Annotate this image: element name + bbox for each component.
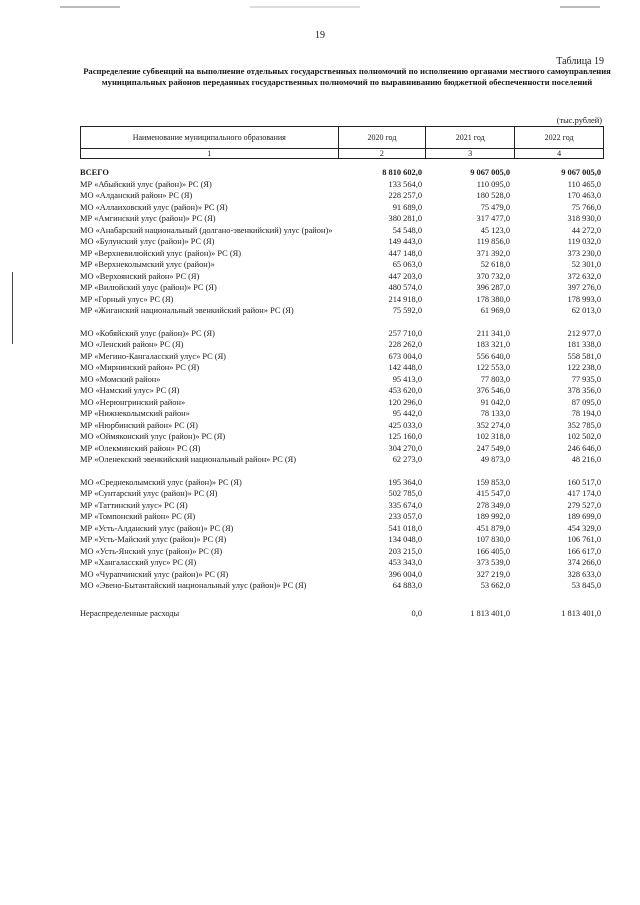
value-2021: 376 546,0	[476, 386, 510, 395]
row-group	[80, 328, 604, 466]
row-name: МО «Намский улус» РС (Я)	[80, 386, 180, 395]
value-2021: 49 873,0	[480, 455, 510, 464]
value-2022: 44 272,0	[571, 225, 601, 235]
table-row	[80, 362, 604, 374]
row-name: МР «Верхневилюйский улус (район)» РС (Я)	[80, 248, 241, 258]
table-row	[80, 546, 604, 558]
value-2022: 52 301,0	[571, 260, 601, 269]
table-row	[80, 236, 604, 248]
row-name: МР «Нюрбинский район» РС (Я)	[80, 420, 198, 430]
page-number: 19	[315, 30, 325, 41]
row-name: МР «Нижнеколымский район»	[80, 409, 190, 418]
table-row	[80, 271, 604, 283]
table-row	[80, 408, 604, 420]
value-2022: 48 216,0	[571, 455, 601, 464]
table-row	[80, 397, 604, 409]
table-row	[80, 534, 604, 546]
value-2022: 181 338,0	[567, 340, 601, 349]
table-row	[80, 213, 604, 225]
value-2021: 61 969,0	[480, 306, 510, 315]
value-2020: 95 413,0	[392, 374, 422, 384]
table-row	[80, 202, 604, 214]
table-row	[80, 259, 604, 271]
table-row	[80, 477, 604, 489]
value-2021: 247 549,0	[476, 443, 510, 453]
value-2021: 415 547,0	[476, 489, 510, 498]
column-header-2022: 2022 год	[515, 127, 604, 149]
value-2020: 95 442,0	[392, 409, 422, 418]
scan-artifact	[250, 6, 360, 8]
row-name: МО «Эвено-Бытантайский национальный улус (район)» РС (Я)	[80, 581, 307, 590]
table-row	[80, 443, 604, 455]
value-2021: 52 618,0	[480, 260, 510, 269]
value-2020: 380 281,0	[388, 214, 422, 223]
group-spacer	[80, 466, 604, 477]
table-row	[80, 580, 604, 592]
value-2020: 502 785,0	[388, 489, 422, 498]
value-2020: 673 004,0	[388, 351, 422, 361]
table-title: Распределение субвенций на выполнение отдельных государственных полномочий по исполнению органами местного самоуправления муниципальных районов переданных государственных полномочий по выравниванию бюджетной обеспеченности поселений	[83, 66, 611, 87]
column-number: 3	[426, 149, 515, 159]
table-row	[80, 511, 604, 523]
value-2020: 8 810 602,0	[382, 168, 422, 177]
table-header	[80, 126, 604, 159]
value-2022: 558 581,0	[567, 351, 601, 361]
value-2020: 75 592,0	[392, 306, 422, 315]
row-name: МР «Горный улус» РС (Я)	[80, 294, 174, 304]
value-2021: 183 321,0	[476, 340, 510, 349]
value-2022: 53 845,0	[571, 581, 601, 590]
value-2021: 370 732,0	[476, 271, 510, 281]
value-2020: 396 004,0	[388, 569, 422, 579]
table-row	[80, 385, 604, 397]
value-2021: 373 539,0	[476, 558, 510, 567]
value-2022: 87 095,0	[571, 397, 601, 407]
row-name: МР «Усть-Майский улус (район)» РС (Я)	[80, 535, 227, 544]
value-2020: 447 148,0	[388, 248, 422, 258]
value-2020: 133 564,0	[388, 179, 422, 189]
value-2022: 122 238,0	[567, 363, 601, 372]
margin-mark	[12, 272, 13, 344]
value-2022: 374 266,0	[567, 558, 601, 567]
row-name: МР «Сунтарский улус (район)» РС (Я)	[80, 489, 218, 498]
column-number: 4	[515, 149, 604, 159]
value-2020: 233 057,0	[388, 512, 422, 521]
row-name: МО «Нерюнгринский район»	[80, 397, 186, 407]
value-2021: 45 123,0	[480, 225, 510, 235]
value-2020: 195 364,0	[388, 477, 422, 487]
table-row	[80, 179, 604, 191]
group-spacer	[80, 317, 604, 328]
value-2021: 556 640,0	[476, 351, 510, 361]
column-number: 1	[81, 149, 339, 159]
value-2021: 451 879,0	[476, 523, 510, 533]
row-name: МР «Оленекский эвенкийский национальный район» РС (Я)	[80, 455, 297, 464]
column-header-2020: 2020 год	[338, 127, 426, 149]
table-row	[80, 454, 604, 466]
row-name: МО «Кобяйский улус (район)» РС (Я)	[80, 328, 215, 338]
total-row	[80, 167, 604, 179]
row-group	[80, 179, 604, 317]
value-2020: 125 160,0	[388, 432, 422, 441]
value-2020: 64 883,0	[392, 581, 422, 590]
row-name: МО «Среднеколымский улус (район)» РС (Я)	[80, 477, 242, 487]
value-2020: 425 033,0	[388, 420, 422, 430]
value-2020: 120 296,0	[388, 397, 422, 407]
value-2022: 170 463,0	[567, 191, 601, 200]
value-2021: 396 287,0	[476, 283, 510, 292]
value-2020: 453 620,0	[388, 386, 422, 395]
column-number: 2	[338, 149, 426, 159]
value-2021: 9 067 005,0	[470, 168, 510, 177]
value-2021: 211 341,0	[476, 328, 510, 338]
scan-artifact	[560, 6, 600, 8]
value-2021: 278 349,0	[476, 500, 510, 510]
value-2022: 119 032,0	[567, 237, 601, 246]
column-header-2021: 2021 год	[426, 127, 515, 149]
value-2022: 160 517,0	[567, 477, 601, 487]
table-row	[80, 420, 604, 432]
value-2022: 454 329,0	[567, 523, 601, 533]
value-2022: 75 766,0	[571, 202, 601, 212]
value-2020: 228 262,0	[388, 340, 422, 349]
value-2022: 378 356,0	[567, 386, 601, 395]
table-row	[80, 351, 604, 363]
value-2020: 62 273,0	[392, 455, 422, 464]
value-2022: 1 813 401,0	[561, 608, 601, 618]
value-2021: 91 042,0	[480, 397, 510, 407]
row-name: МО «Аллаиховский улус (район)» РС (Я)	[80, 202, 228, 212]
row-name: МО «Верхоянский район» РС (Я)	[80, 271, 200, 281]
value-2022: 397 276,0	[567, 283, 601, 292]
units-label: (тыс.рублей)	[556, 116, 602, 125]
row-name: МР «Хангаласский улус» РС (Я)	[80, 558, 197, 567]
value-2020: 228 257,0	[388, 191, 422, 200]
scan-artifact	[60, 6, 120, 8]
row-name: МР «Таттинский улус» РС (Я)	[80, 500, 188, 510]
value-2022: 373 230,0	[567, 248, 601, 258]
table-row	[80, 431, 604, 443]
table-row	[80, 557, 604, 569]
row-name: МР «Мегино-Кангаласский улус» РС (Я)	[80, 351, 226, 361]
value-2022: 318 930,0	[567, 214, 601, 223]
value-2021: 166 405,0	[476, 546, 510, 556]
row-name: МО «Анабарский национальный (долгано-эвенкийский) улус (район)»	[80, 225, 333, 235]
value-2022: 78 194,0	[571, 409, 601, 418]
value-2022: 106 761,0	[567, 535, 601, 544]
value-2020: 65 063,0	[392, 260, 422, 269]
table-row	[80, 225, 604, 237]
value-2022: 212 977,0	[567, 328, 601, 338]
value-2022: 77 935,0	[571, 374, 601, 384]
value-2021: 78 133,0	[480, 409, 510, 418]
value-2022: 246 646,0	[567, 443, 601, 453]
row-name: МО «Усть-Янский улус (район)» РС (Я)	[80, 546, 223, 556]
row-name: МР «Абыйский улус (район)» РС (Я)	[80, 179, 212, 189]
row-name: МР «Олекминский район» РС (Я)	[80, 443, 201, 453]
value-2020: 447 203,0	[388, 271, 422, 281]
value-2021: 102 318,0	[476, 432, 510, 441]
row-name: МР «Жиганский национальный эвенкийский район» РС (Я)	[80, 306, 294, 315]
value-2020: 54 548,0	[392, 225, 422, 235]
row-name: Нераспределенные расходы	[80, 608, 180, 618]
value-2021: 119 856,0	[476, 237, 510, 246]
table-row	[80, 248, 604, 260]
value-2020: 304 270,0	[388, 443, 422, 453]
value-2020: 0,0	[411, 608, 422, 618]
value-2022: 62 013,0	[571, 306, 601, 315]
row-name: МО «Мирнинский район» РС (Я)	[80, 363, 200, 372]
value-2021: 75 479,0	[480, 202, 510, 212]
value-2020: 203 215,0	[388, 546, 422, 556]
table-row	[80, 282, 604, 294]
value-2021: 77 803,0	[480, 374, 510, 384]
value-2020: 480 574,0	[388, 283, 422, 292]
value-2021: 1 813 401,0	[470, 608, 510, 618]
value-2021: 122 553,0	[476, 363, 510, 372]
row-name: МО «Ленский район» РС (Я)	[80, 340, 184, 349]
value-2021: 317 477,0	[476, 214, 510, 223]
column-header-name: Наименование муниципального образования	[81, 127, 339, 149]
value-2021: 53 662,0	[480, 581, 510, 590]
value-2022: 372 632,0	[567, 271, 601, 281]
row-name: МР «Амгинский улус (район)» РС (Я)	[80, 214, 216, 223]
row-name: МО «Оймяконский улус (район)» РС (Я)	[80, 432, 226, 441]
value-2020: 257 710,0	[388, 328, 422, 338]
value-2021: 159 853,0	[476, 477, 510, 487]
table-row	[80, 339, 604, 351]
table-row	[80, 523, 604, 535]
table-row	[80, 500, 604, 512]
row-name: МР «Томпонский район» РС (Я)	[80, 512, 196, 521]
value-2021: 110 095,0	[476, 179, 510, 189]
row-name: МР «Верхнеколымский улус (район)»	[80, 260, 215, 269]
value-2021: 107 830,0	[476, 535, 510, 544]
value-2020: 91 689,0	[392, 202, 422, 212]
row-name: МО «Чурапчинский улус (район)» РС (Я)	[80, 569, 229, 579]
value-2021: 189 992,0	[476, 512, 510, 521]
table-row	[80, 488, 604, 500]
value-2020: 142 448,0	[388, 363, 422, 372]
value-2021: 371 392,0	[476, 248, 510, 258]
undistributed-row	[80, 608, 604, 620]
value-2022: 9 067 005,0	[561, 168, 601, 177]
row-name: МО «Булунский улус (район)» РС (Я)	[80, 237, 215, 246]
value-2022: 328 633,0	[567, 569, 601, 579]
value-2021: 352 274,0	[476, 420, 510, 430]
table-row	[80, 305, 604, 317]
row-name: ВСЕГО	[80, 168, 109, 177]
table-row	[80, 328, 604, 340]
value-2022: 166 617,0	[567, 546, 601, 556]
row-name: МР «Вилюйский улус (район)» РС (Я)	[80, 283, 217, 292]
value-2021: 178 380,0	[476, 294, 510, 304]
row-name: МР «Усть-Алданский улус (район)» РС (Я)	[80, 523, 234, 533]
table-label: Таблица 19	[556, 56, 604, 67]
table-body	[80, 167, 604, 619]
value-2022: 352 785,0	[567, 420, 601, 430]
group-spacer	[80, 592, 604, 608]
row-name: МО «Алданский район» РС (Я)	[80, 191, 193, 200]
value-2022: 178 993,0	[567, 294, 601, 304]
value-2020: 335 674,0	[388, 500, 422, 510]
row-group	[80, 477, 604, 592]
row-name: МО «Момский район»	[80, 374, 161, 384]
table-row	[80, 569, 604, 581]
table-row	[80, 374, 604, 386]
value-2022: 189 699,0	[567, 512, 601, 521]
value-2021: 180 528,0	[476, 191, 510, 200]
value-2022: 279 527,0	[567, 500, 601, 510]
value-2022: 417 174,0	[567, 489, 601, 498]
value-2020: 214 918,0	[388, 294, 422, 304]
value-2020: 149 443,0	[388, 237, 422, 246]
value-2020: 453 343,0	[388, 558, 422, 567]
value-2022: 102 502,0	[567, 432, 601, 441]
value-2021: 327 219,0	[476, 569, 510, 579]
value-2020: 541 018,0	[388, 523, 422, 533]
table-row	[80, 190, 604, 202]
value-2020: 134 048,0	[388, 535, 422, 544]
table-row	[80, 294, 604, 306]
value-2022: 110 465,0	[567, 179, 601, 189]
